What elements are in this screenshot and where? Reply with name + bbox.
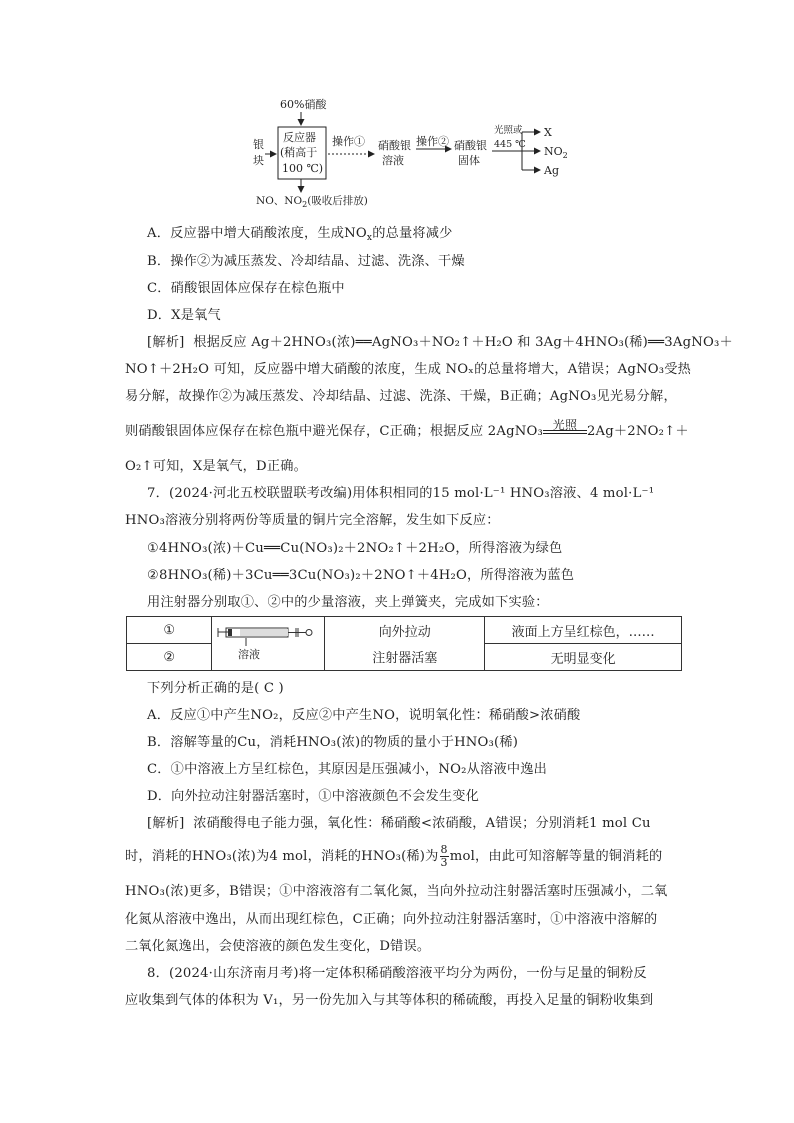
op1-label: 操作① (332, 135, 365, 148)
condition-label-2: 445 ℃ (494, 139, 526, 150)
q8-stem-line1: 8．(2024·山东济南月考)将一定体积稀硝酸溶液平均分为两份，一份与足量的铜粉反 (147, 966, 647, 981)
row-id-1: ① (127, 617, 212, 644)
q8-stem-line2: 应收集到气体的体积为 V₁，另一份先加入与其等体积的稀硫酸，再投入足量的铜粉收集到 (125, 993, 654, 1008)
syringe-icon (216, 620, 320, 664)
table-row (127, 617, 682, 644)
q6-option-a: A．反应器中增大硝酸浓度，生成$NO_x$的总量将减少 (147, 226, 453, 243)
solid-label-1: 硝酸银 (454, 139, 487, 152)
op2-label: 操作② (416, 135, 449, 148)
exhaust-label: NO、$NO_2$(吸收后排放) (256, 195, 368, 209)
syringe-cell (212, 617, 325, 671)
silver-label-1: 银 (253, 138, 264, 151)
action-line1: 向外拉动 (325, 617, 485, 644)
q6-option-c: C．硝酸银固体应保存在棕色瓶中 (147, 281, 345, 296)
result-2: 无明显变化 (485, 644, 682, 671)
q7-stem-line1: 7．(2024·河北五校联盟联考改编)用体积相同的15 mol·L⁻¹ HNO₃溶液、4 mol·L⁻¹ (147, 486, 655, 501)
product-ag: Ag (544, 164, 559, 177)
reactor-label-1: 反应器 (283, 131, 316, 144)
experiment-table (126, 616, 682, 671)
analysis6-line3: 易分解，故操作②为减压蒸发、冷却结晶、过滤、洗涤、干燥，B正确；AgNO₃见光易分解， (125, 389, 677, 404)
q6-option-b: B．操作②为减压蒸发、冷却结晶、过滤、洗涤、干燥 (147, 254, 465, 269)
solid-label-2: 固体 (458, 154, 480, 167)
q7-option-a: A．反应①中产生NO₂，反应②中产生NO，说明氧化性：稀硝酸>浓硝酸 (147, 708, 581, 723)
analysis7-line5: 二氧化氮逸出，会使溶液的颜色发生变化，D错误。 (125, 939, 431, 954)
product-no2: $NO_2$ (544, 145, 568, 160)
silver-label-2: 块 (253, 154, 264, 167)
q7-stem-line2: HNO₃溶液分别将两份等质量的铜片完全溶解，发生如下反应： (125, 513, 500, 528)
analysis7-line1: [解析] 浓硝酸得电子能力强，氧化性：稀硝酸<浓硝酸，A错误；分别消耗1 mol Cu (147, 816, 651, 831)
fraction-8-3: $\frac{8}{3}$ (440, 843, 448, 869)
analysis7-line4: 化氮从溶液中逸出，从而出现红棕色，C正确；向外拉动注射器活塞时，①中溶液中溶解的 (125, 912, 658, 927)
analysis7-line2: 时，消耗的HNO₃(浓)为4 mol，消耗的HNO₃(稀)为 $\frac{8}{3}$ mol，由此可知溶解等量的铜消耗的 (125, 843, 663, 869)
solution-label-2: 溶液 (382, 154, 404, 167)
q7-reaction-1: ①4HNO₃(浓)＋Cu══Cu(NO₃)₂＋2NO₂↑＋2H₂O，所得溶液为绿色 (147, 541, 563, 556)
q7-stem-line3: 用注射器分别取①、②中的少量溶液，夹上弹簧夹，完成如下实验： (147, 595, 549, 610)
analysis6-line5: O₂↑可知，X是氧气，D正确。 (125, 459, 307, 474)
light-condition-arrow: 光照 (543, 430, 587, 439)
q6-option-d: D．X是氧气 (147, 308, 221, 323)
q7-option-c: C．①中溶液上方呈红棕色，其原因是压强减小，NO₂从溶液中逸出 (147, 762, 547, 777)
q7-option-d: D．向外拉动注射器活塞时，①中溶液颜色不会发生变化 (147, 789, 480, 804)
table-row (127, 644, 682, 671)
q7-ask: 下列分析正确的是( C ) (147, 681, 284, 696)
product-x: X (544, 126, 552, 139)
analysis6-line2: NO↑＋2H₂O 可知，反应器中增大硝酸的浓度，生成 NOₓ的总量将增大，A错误；AgNO₃受热 (125, 362, 692, 377)
process-flow-diagram (240, 92, 580, 212)
syringe-label: 溶液 (238, 647, 261, 661)
result-1: 液面上方呈红棕色，…… (485, 617, 682, 644)
reactor-label-3: 100 ℃) (282, 162, 324, 175)
acid-label: 60%硝酸 (280, 98, 327, 111)
action-line2: 注射器活塞 (325, 644, 485, 671)
analysis6-line4: 则硝酸银固体应保存在棕色瓶中避光保存，C正确；根据反应 2AgNO₃ 光照 2Ag＋2NO₂↑＋ (125, 418, 689, 439)
condition-label-1: 光照或 (494, 125, 523, 136)
row-id-2: ② (127, 644, 212, 671)
q7-reaction-2: ②8HNO₃(稀)＋3Cu══3Cu(NO₃)₂＋2NO↑＋4H₂O，所得溶液为蓝色 (147, 568, 575, 583)
analysis7-line3: HNO₃(浓)更多，B错误；①中溶液溶有二氧化氮，当向外拉动注射器活塞时压强减小，二氧 (125, 884, 668, 899)
q7-option-b: B．溶解等量的Cu，消耗HNO₃(浓)的物质的量小于HNO₃(稀) (147, 735, 519, 750)
reactor-label-2: (稍高于 (280, 146, 318, 159)
analysis6-line1: [解析] 根据反应 Ag＋2HNO₃(浓)══AgNO₃＋NO₂↑＋H₂O 和 3Ag＋4HNO₃(稀)══3AgNO₃＋ (147, 335, 733, 350)
solution-label-1: 硝酸银 (378, 139, 411, 152)
